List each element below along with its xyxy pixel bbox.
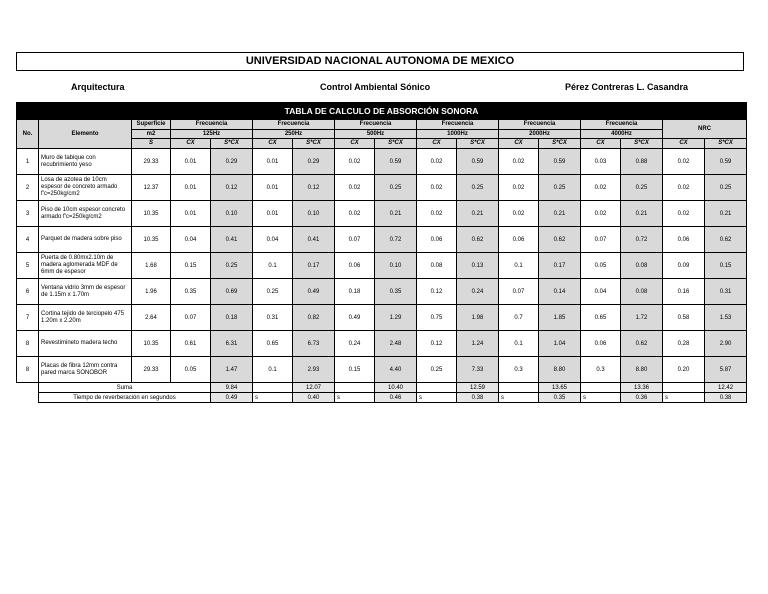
cell-cx: 0.02 [335,175,375,201]
cell-cx: 0.58 [663,305,705,331]
cell-cx: 0.02 [417,201,457,227]
header-freq: Frecuencia [499,120,581,130]
cell-cx: 0.28 [663,331,705,357]
cell-cx: 0.15 [171,253,211,279]
cell-scx: 0.24 [457,279,499,305]
cell-scx: 8.80 [539,357,581,383]
cell-scx: 0.72 [621,227,663,253]
cell-cx: 0.01 [253,149,293,175]
unit-cell [499,383,539,393]
cell-cx: 0.02 [581,201,621,227]
cell-scx: 0.10 [211,201,253,227]
row-number: 5 [17,253,39,279]
cell-cx: 0.01 [253,175,293,201]
cell-cx: 0.61 [171,331,211,357]
cell-cx: 0.1 [499,253,539,279]
cell-cx: 0.18 [335,279,375,305]
cell-scx: 0.62 [457,227,499,253]
row-element: Ventana vidrio 3mm de espesor de 1.15m x 1.70m [39,279,132,305]
header-s: S [132,139,171,149]
header-freq: Frecuencia [581,120,663,130]
header-freq: Frecuencia [335,120,417,130]
cell-cx: 0.05 [171,357,211,383]
cell-scx: 1.85 [539,305,581,331]
cell-scx: 1.72 [621,305,663,331]
table-row [17,175,747,201]
header-no: No. [17,120,39,149]
suma-value: 13.65 [539,383,581,393]
cell-scx: 8.80 [621,357,663,383]
cell-cx: 0.3 [499,357,539,383]
header-freq-value: 2000Hz [499,130,581,139]
cell-scx: 0.59 [705,149,747,175]
cell-cx: 0.3 [581,357,621,383]
cell-scx: 0.62 [621,331,663,357]
cell-cx: 0.65 [253,331,293,357]
row-number: 8 [17,331,39,357]
cell-scx: 0.13 [457,253,499,279]
tiempo-row [17,393,747,403]
cell-cx: 0.31 [253,305,293,331]
row-element: Parquet de madera sobre piso [39,227,132,253]
header-scx: S*CX [621,139,663,149]
cell-scx: 0.21 [457,201,499,227]
cell-scx: 1.47 [211,357,253,383]
cell-cx: 0.06 [581,331,621,357]
cell-scx: 0.21 [705,201,747,227]
cell-cx: 0.04 [253,227,293,253]
unit-cell: s [417,393,457,403]
blank-cell [17,393,39,403]
row-element: Losa de azotea de 10cm espesor de concreto armado f'c=250kg/cm2 [39,175,132,201]
blank-cell [17,383,39,393]
unit-cell [335,383,375,393]
row-number: 3 [17,201,39,227]
cell-cx: 0.07 [499,279,539,305]
table-title: TABLA DE CALCULO DE ABSORCIÓN SONORA [17,103,747,120]
row-surface: 2.64 [132,305,171,331]
row-number: 2 [17,175,39,201]
tiempo-value: 0.46 [375,393,417,403]
row-surface: 1.96 [132,279,171,305]
cell-scx: 1.29 [375,305,417,331]
cell-scx: 0.12 [211,175,253,201]
row-element: Cortina tejido de terciopelo 475 1.20m x 2.20m [39,305,132,331]
suma-label: Suma [39,383,211,393]
cell-scx: 0.21 [539,201,581,227]
cell-scx: 0.35 [375,279,417,305]
cell-scx: 0.59 [539,149,581,175]
tiempo-value: 0.38 [705,393,747,403]
cell-scx: 0.41 [211,227,253,253]
cell-cx: 0.7 [499,305,539,331]
cell-cx: 0.04 [581,279,621,305]
cell-scx: 0.21 [375,201,417,227]
header-scx: S*CX [375,139,417,149]
cell-scx: 0.10 [375,253,417,279]
header-cx: CX [417,139,457,149]
unit-cell: s [663,393,705,403]
cell-scx: 0.08 [621,253,663,279]
header-freq-value: 500Hz [335,130,417,139]
cell-cx: 0.04 [171,227,211,253]
cell-cx: 0.02 [499,175,539,201]
header-scx: S*CX [705,139,747,149]
absorption-table [16,102,747,403]
row-number: 1 [17,149,39,175]
unit-cell [253,383,293,393]
cell-scx: 1.98 [457,305,499,331]
cell-scx: 0.29 [293,149,335,175]
tiempo-value: 0.35 [539,393,581,403]
cell-scx: 0.59 [457,149,499,175]
cell-scx: 0.14 [539,279,581,305]
cell-scx: 5.87 [705,357,747,383]
cell-scx: 0.62 [539,227,581,253]
row-number: 4 [17,227,39,253]
cell-scx: 7.33 [457,357,499,383]
table-row [17,253,747,279]
cell-scx: 0.29 [211,149,253,175]
unit-cell [663,383,705,393]
cell-scx: 0.25 [375,175,417,201]
table-row [17,357,747,383]
unit-cell: s [253,393,293,403]
cell-scx: 0.59 [375,149,417,175]
tiempo-value: 0.38 [457,393,499,403]
cell-cx: 0.20 [663,357,705,383]
header-freq: Frecuencia [171,120,253,130]
cell-cx: 0.01 [171,175,211,201]
cell-cx: 0.05 [581,253,621,279]
cell-cx: 0.01 [171,201,211,227]
tiempo-value: 0.40 [293,393,335,403]
cell-cx: 0.24 [335,331,375,357]
cell-scx: 0.25 [457,175,499,201]
cell-cx: 0.07 [581,227,621,253]
suma-row [17,383,747,393]
cell-scx: 0.15 [705,253,747,279]
cell-cx: 0.12 [417,279,457,305]
cell-cx: 0.09 [663,253,705,279]
cell-scx: 6.31 [211,331,253,357]
cell-cx: 0.06 [335,253,375,279]
cell-scx: 1.53 [705,305,747,331]
row-surface: 12.37 [132,175,171,201]
suma-value: 9.84 [211,383,253,393]
cell-scx: 0.31 [705,279,747,305]
header-cx: CX [171,139,211,149]
cell-scx: 2.93 [293,357,335,383]
cell-scx: 0.10 [293,201,335,227]
cell-scx: 0.72 [375,227,417,253]
header-cx: CX [581,139,621,149]
header-cx: CX [335,139,375,149]
author-label: Pérez Contreras L. Casandra [565,82,689,92]
course-label: Control Ambiental Sónico [320,82,431,92]
cell-cx: 0.06 [417,227,457,253]
cell-cx: 0.02 [581,175,621,201]
suma-value: 13.36 [621,383,663,393]
cell-cx: 0.08 [417,253,457,279]
cell-scx: 1.04 [539,331,581,357]
header-freq-value: 1000Hz [417,130,499,139]
header-nrc: NRC [663,120,747,139]
header-freq-value: 125Hz [171,130,253,139]
cell-cx: 0.07 [171,305,211,331]
tiempo-value: 0.49 [211,393,253,403]
cell-cx: 0.02 [663,201,705,227]
cell-cx: 0.02 [499,201,539,227]
row-surface: 10.35 [132,331,171,357]
university-title: UNIVERSIDAD NACIONAL AUTONOMA DE MEXICO [16,52,744,71]
table-row [17,305,747,331]
unit-cell: s [335,393,375,403]
cell-scx: 0.18 [211,305,253,331]
unit-cell [581,383,621,393]
tiempo-value: 0.36 [621,393,663,403]
cell-cx: 0.02 [499,149,539,175]
header-superficie: Superficie [132,120,171,130]
unit-cell: s [581,393,621,403]
cell-cx: 0.07 [335,227,375,253]
cell-scx: 4.40 [375,357,417,383]
cell-cx: 0.15 [335,357,375,383]
header-cx: CX [663,139,705,149]
cell-scx: 0.25 [539,175,581,201]
row-number: 8 [17,357,39,383]
cell-scx: 2.90 [705,331,747,357]
cell-cx: 0.02 [417,175,457,201]
subject-label: Arquitectura [71,82,125,92]
table-row [17,201,747,227]
header-scx: S*CX [211,139,253,149]
header-scx: S*CX [293,139,335,149]
cell-scx: 1.24 [457,331,499,357]
row-element: Puerta de 0.80mx2.10m de madera aglomerada MDF de 6mm de espesor [39,253,132,279]
table-row [17,279,747,305]
cell-scx: 0.17 [539,253,581,279]
cell-cx: 0.1 [253,253,293,279]
cell-cx: 0.16 [663,279,705,305]
header-superficie-unit: m2 [132,130,171,139]
cell-cx: 0.25 [253,279,293,305]
header-freq: Frecuencia [253,120,335,130]
header-cx: CX [499,139,539,149]
cell-scx: 0.41 [293,227,335,253]
header-freq: Frecuencia [417,120,499,130]
cell-cx: 0.02 [417,149,457,175]
suma-value: 12.42 [705,383,747,393]
header-cx: CX [253,139,293,149]
row-surface: 1.68 [132,253,171,279]
row-element: Piso de 10cm espesor concreto armado f'c=250kg/cm2 [39,201,132,227]
row-number: 7 [17,305,39,331]
cell-scx: 0.21 [621,201,663,227]
cell-cx: 0.35 [171,279,211,305]
tiempo-label: Tiempo de reverberación en segundos [39,393,211,403]
cell-scx: 0.88 [621,149,663,175]
header-scx: S*CX [457,139,499,149]
cell-cx: 0.06 [499,227,539,253]
table-row [17,149,747,175]
cell-cx: 0.25 [417,357,457,383]
cell-cx: 0.12 [417,331,457,357]
cell-scx: 0.25 [211,253,253,279]
row-number: 6 [17,279,39,305]
unit-cell: s [499,393,539,403]
cell-cx: 0.1 [499,331,539,357]
suma-value: 10.40 [375,383,417,393]
header-freq-value: 4000Hz [581,130,663,139]
row-element: Muro de tabique con recubrimiento yeso [39,149,132,175]
row-surface: 10.35 [132,201,171,227]
cell-cx: 0.01 [171,149,211,175]
header-freq-value: 250Hz [253,130,335,139]
cell-cx: 0.49 [335,305,375,331]
cell-scx: 0.82 [293,305,335,331]
table-row [17,331,747,357]
cell-scx: 0.25 [621,175,663,201]
cell-scx: 0.08 [621,279,663,305]
cell-cx: 0.02 [663,149,705,175]
header-elemento: Elemento [39,120,132,149]
cell-cx: 0.1 [253,357,293,383]
cell-scx: 0.25 [705,175,747,201]
cell-scx: 0.69 [211,279,253,305]
cell-cx: 0.02 [663,175,705,201]
cell-cx: 0.03 [581,149,621,175]
cell-scx: 0.17 [293,253,335,279]
cell-cx: 0.02 [335,149,375,175]
cell-scx: 0.12 [293,175,335,201]
row-element: Placas de fibra 12mm contra pared marca SONOBOR [39,357,132,383]
cell-scx: 6.73 [293,331,335,357]
cell-cx: 0.01 [253,201,293,227]
row-element: Revestimineto madera techo [39,331,132,357]
cell-cx: 0.02 [335,201,375,227]
header-scx: S*CX [539,139,581,149]
row-surface: 29.33 [132,357,171,383]
row-surface: 29.33 [132,149,171,175]
row-surface: 10.35 [132,227,171,253]
suma-value: 12.59 [457,383,499,393]
cell-cx: 0.06 [663,227,705,253]
cell-scx: 0.49 [293,279,335,305]
cell-scx: 0.62 [705,227,747,253]
cell-scx: 2.48 [375,331,417,357]
suma-value: 12.07 [293,383,335,393]
table-row [17,227,747,253]
unit-cell [417,383,457,393]
cell-cx: 0.75 [417,305,457,331]
cell-cx: 0.65 [581,305,621,331]
